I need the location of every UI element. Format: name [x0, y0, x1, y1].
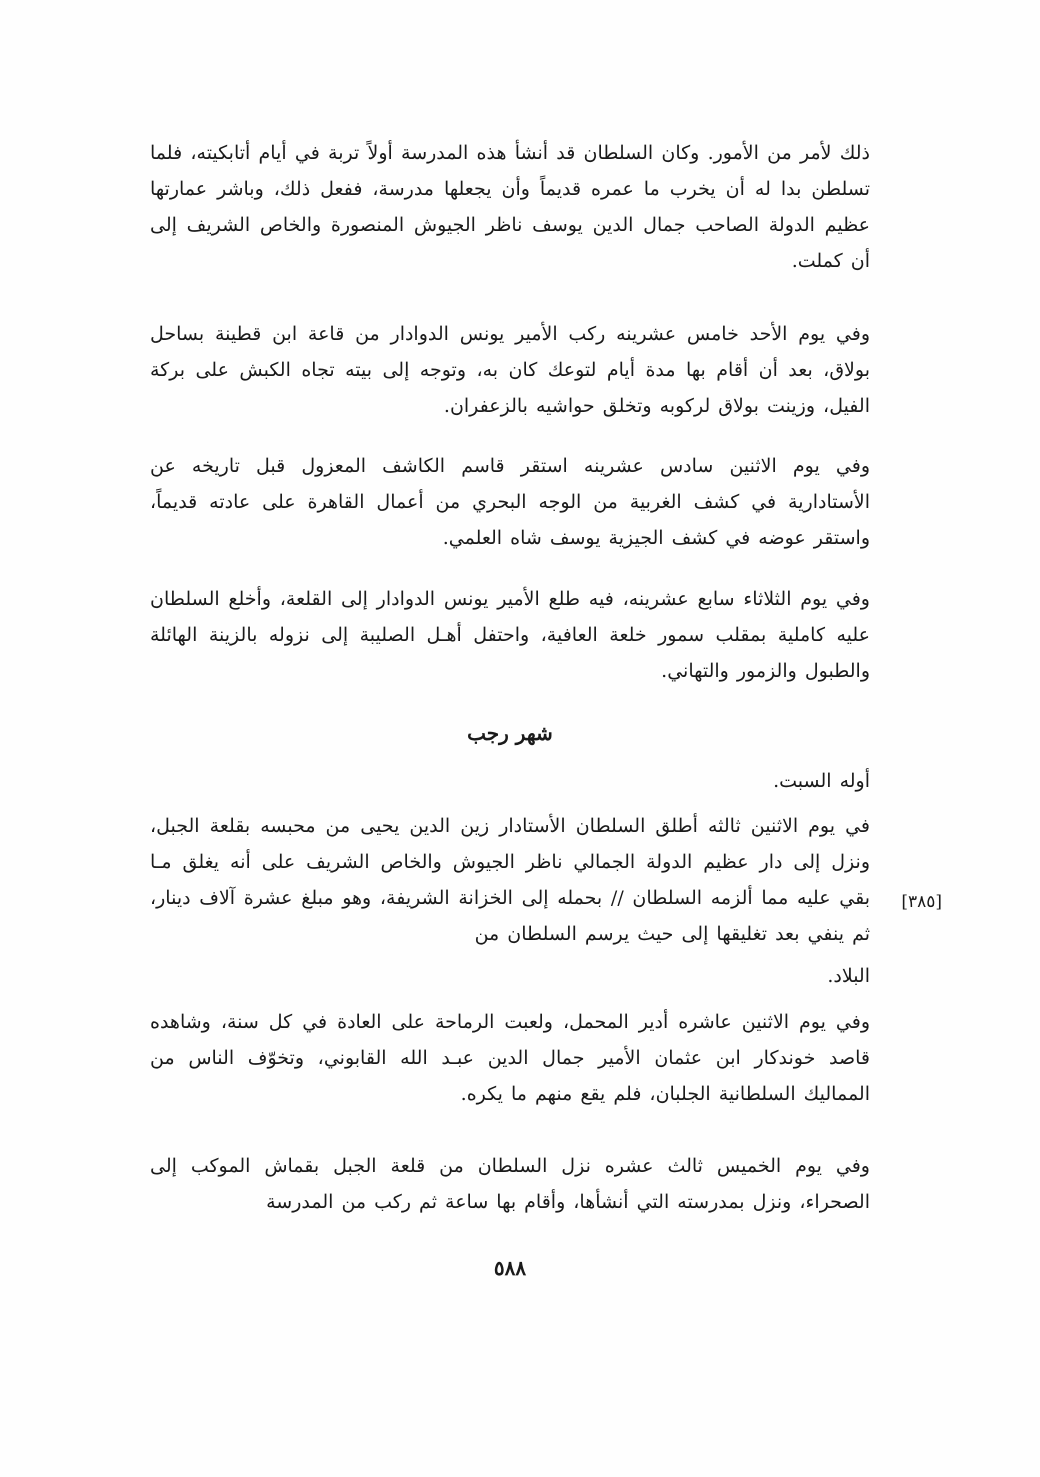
paragraph-7	[150, 1148, 870, 1228]
paragraph-5-continuation	[150, 958, 870, 994]
paragraph-text: وفي يوم الاثنين عاشره أدير المحمل، ولعبت الرماحة على العادة في كل سنة، وشاهده قاصد خوندكار ابن عثمان الأمير جمال الدين عبـد الله القابوني، وتخوّف الناس من المماليك السلطانية الجلبان، فلم يقع منهم ما يكره.	[150, 1011, 870, 1105]
paragraph-2	[150, 316, 870, 430]
paragraph-text: وفي يوم الخميس ثالث عشره نزل السلطان من قلعة الجبل بقماش الموكب إلى الصحراء، ونزل بمدرسته التي أنشأها، وأقام بها ساعة ثم ركب من المدرسة	[150, 1155, 870, 1213]
paragraph-text: وفي يوم الاثنين سادس عشرينه استقر قاسم الكاشف المعزول قبل تاريخه عن الأستادارية في كشف الغربية من الوجه البحري من أعمال القاهرة على عادته قديماً، واستقر عوضه في كشف الجيزية يوسف شاه العلمي.	[150, 455, 870, 549]
paragraph-3	[150, 448, 870, 562]
paragraph-text: ذلك لأمر من الأمور. وكان السلطان قد أنشأ هذه المدرسة أولاً تربة في أيام أتابكيته، فلما تسلطن بدا له أن يخرب ما عمره قديماً وأن يجعلها مدرسة، ففعل ذلك، وباشر عمارتها عظيم الدولة الصاحب جمال الدين يوسف ناظر الجيوش المنصورة والخاص الشريف إلى أن كملت.	[150, 142, 870, 272]
paragraph-text: وفي يوم الأحد خامس عشرينه ركب الأمير يونس الدوادار من قاعة ابن قطينة بساحل بولاق، بعد أن أقام بها مدة أيام لتوعك كان به، وتوجه إلى بيته تجاه الكبش على بركة الفيل، وزينت بولاق لركوبه وتخلق حواشيه بالزعفران.	[150, 323, 870, 417]
paragraph-text: في يوم الاثنين ثالثه أطلق السلطان الأستادار زين الدين يحيى من محبسه بقلعة الجبل، ونزل إلى دار عظيم الدولة الجمالي ناظر الجيوش والخاص الشريف على أنه يغلق مـا بقي عليه مما ألزمه السلطان // بحمله إلى الخزانة الشريفة، وهو مبلغ عشرة آلاف دينار، ثم ينفي بعد تغليقها إلى حيث يرسم السلطان من	[150, 815, 870, 945]
month-first-day-line	[150, 763, 870, 799]
paragraph-text: أوله السبت.	[773, 770, 870, 792]
margin-page-reference: [٣٨٥]	[901, 892, 942, 912]
paragraph-6	[150, 1004, 870, 1118]
section-heading: شهر رجب	[467, 721, 553, 745]
paragraph-text: وفي يوم الثلاثاء سابع عشرينه، فيه طلع الأمير يونس الدوادار إلى القلعة، وأخلع السلطان عليه كاملية بمقلب سمور خلعة العافية، واحتفل أهـل الصليبة إلى نزوله بالزينة الهائلة والطبول والزمور والتهاني.	[150, 588, 870, 682]
paragraph-4	[150, 581, 870, 695]
paragraph-text: البلاد.	[827, 965, 870, 987]
paragraph-5	[150, 808, 870, 958]
page-number: ٥٨٨	[493, 1256, 527, 1280]
paragraph-1	[150, 135, 870, 287]
